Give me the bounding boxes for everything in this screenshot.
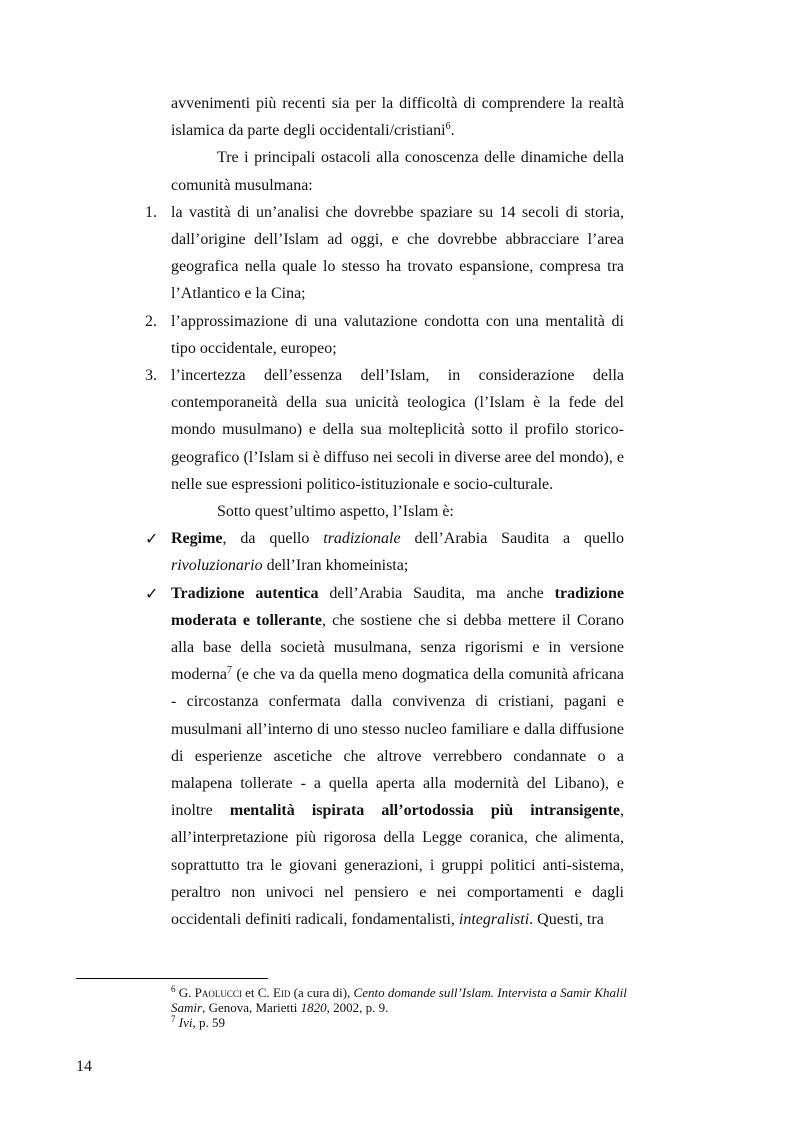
list-number: 2.	[145, 312, 157, 330]
paragraph-obstacles: Tre i principali ostacoli alla conoscenza delle dinamiche della comunità musulmana:	[171, 149, 624, 194]
checkmark-item-tradizione: ✓ Tradizione autentica dell’Arabia Saudita, ma anche tradizione moderata e tollerante, che sostiene che si debba mettere il Corano alla base della società musulmana, senza rigorismi e in versione moderna$^7$ (e che va da quella meno dogmatica della comunità africana - circostanza confermata dalla convivenza di cristiani, pagani e musulmani all’interno di uno stesso nucleo familiare e dalla diffusione di esperienze ascetiche che altrove verrebbero condannate o a malapena tollerate - a quella aperta alla modernità del Libano), e inoltre mentalità ispirata all’ortodossia più intransigente, all’interpretazione più rigorosa della Legge coranica, che alimenta, soprattutto tra le giovani generazioni, i gruppi politici anti-sistema, peraltro non univoci nel pensiero e nei comportamenti e dagli occidentali definiti radicali, fondamentalisti, integralisti. Questi, tra	[171, 580, 624, 934]
checkmark-icon: ✓	[145, 583, 159, 603]
footnote-ref-6[interactable]: 6	[445, 121, 451, 133]
page-number: 14	[76, 1058, 92, 1075]
main-text	[145, 90, 625, 933]
footnotes	[171, 985, 631, 1030]
checkmark-icon: ✓	[145, 529, 159, 549]
paragraph-aspect: Sotto quest’ultimo aspetto, l’Islam è:	[217, 503, 454, 521]
list-number: 1.	[145, 203, 157, 221]
footnote-number: 6	[171, 984, 176, 994]
footnote-7: $^7$ Ivi, p. 59	[171, 1014, 225, 1030]
list-item: 1. la vastità di un’analisi che dovrebbe spaziare su 14 secoli di storia, dall’origine dell’Islam ad oggi, e che dovrebbe abbracciare l’area geografica nella quale lo stesso ha trovato espansione, compresa tra l’Atlantico e la Cina;	[171, 199, 624, 308]
footnote-number: 7	[171, 1014, 176, 1024]
paragraph-continuation: avvenimenti più recenti sia per la difficoltà di comprendere la realtà islamica da parte degli occidentali/cristiani$^6$.	[171, 95, 624, 140]
footnote-separator	[76, 978, 268, 979]
footnote-6: $^6$ G. Paolucci et C. Eid (a cura di), Cento domande sull’Islam. Intervista a Samir Khalil Samir, Genova, Marietti 1820, 2002, p. 9.	[171, 984, 627, 1015]
list-item: 2. l’approssimazione di una valutazione condotta con una mentalità di tipo occidentale, europeo;	[171, 308, 624, 362]
footnote-ref-7[interactable]: 7	[226, 665, 232, 677]
checkmark-item-regime: ✓ Regime, da quello tradizionale dell’Arabia Saudita a quello rivoluzionario dell’Iran khomeinista;	[171, 525, 624, 579]
numbered-list	[145, 199, 624, 498]
checkmark-list	[145, 525, 625, 933]
list-item: 3. l’incertezza dell’essenza dell’Islam, in considerazione della contemporaneità della sua unicità teologica (l’Islam è la fede del mondo musulmano) e della sua molteplicità sotto il profilo storico-geografico (l’Islam si è diffuso nei secoli in diverse aree del mondo), e nelle sue espressioni politico-istituzionale e socio-culturale.	[171, 362, 624, 498]
list-number: 3.	[145, 367, 157, 385]
